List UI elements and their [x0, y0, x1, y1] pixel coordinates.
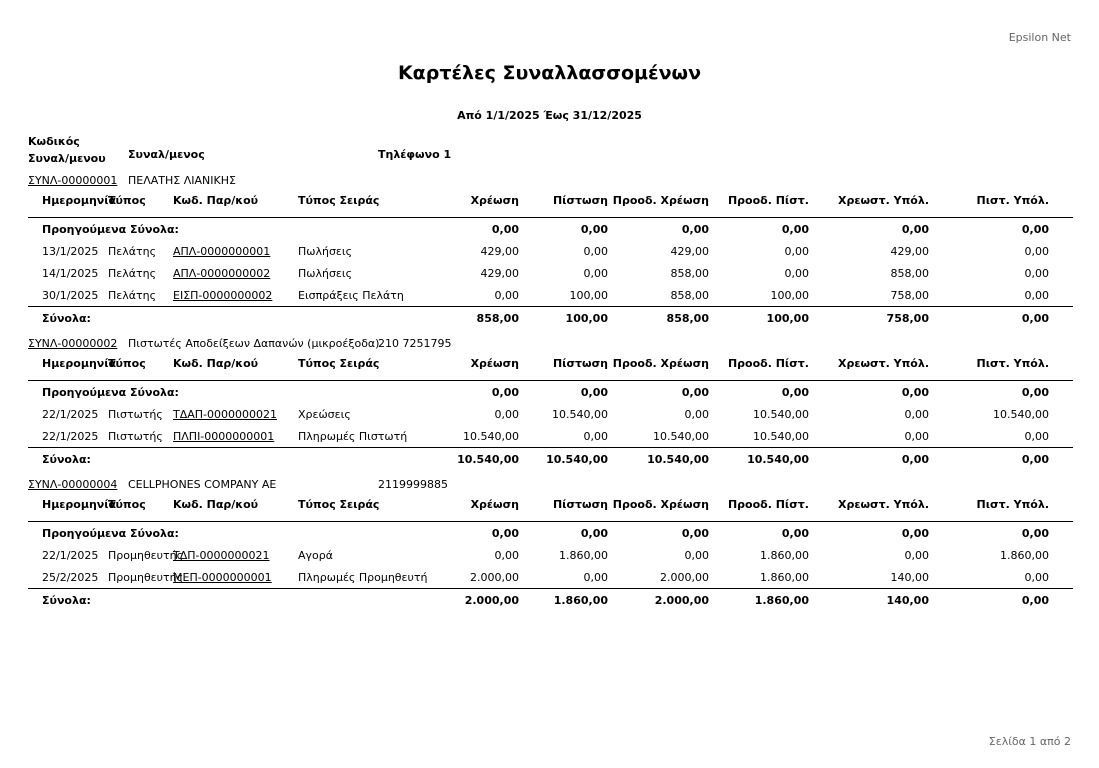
row-date: 25/2/2025: [42, 571, 99, 584]
previous-cum-credit: 0,00: [781, 223, 809, 236]
row-bal-debit: 0,00: [904, 549, 929, 562]
row-cum-debit: 0,00: [684, 408, 709, 421]
totals-row: [28, 306, 1073, 329]
counterparty-code-link[interactable]: ΣΥΝΛ-00000002: [28, 337, 118, 350]
row-series: Αγορά: [298, 549, 333, 562]
row-debit: 2.000,00: [470, 571, 519, 584]
col-type: Τύπος: [108, 194, 146, 207]
row-credit: 1.860,00: [559, 549, 608, 562]
totals-bal-debit: 140,00: [886, 594, 929, 607]
row-bal-debit: 429,00: [890, 245, 929, 258]
totals-row: [28, 447, 1073, 470]
col-cum-credit: Προοδ. Πίστ.: [727, 357, 809, 370]
totals-bal-debit: 0,00: [901, 453, 929, 466]
row-cum-credit: 10.540,00: [753, 408, 809, 421]
row-cum-debit: 10.540,00: [653, 430, 709, 443]
col-cum-credit: Προοδ. Πίστ.: [727, 194, 809, 207]
previous-cum-debit: 0,00: [681, 386, 709, 399]
row-bal-debit: 858,00: [890, 267, 929, 280]
header-phone: Τηλέφωνο 1: [378, 148, 452, 161]
col-date: Ημερομηνία: [42, 194, 117, 207]
row-bal-debit: 758,00: [890, 289, 929, 302]
table-row: [28, 566, 1073, 588]
row-cum-credit: 1.860,00: [760, 571, 809, 584]
previous-bal-debit: 0,00: [901, 527, 929, 540]
previous-cum-credit: 0,00: [781, 527, 809, 540]
totals-label: Σύνολα:: [42, 312, 91, 325]
totals-bal-credit: 0,00: [1021, 594, 1049, 607]
row-series: Πωλήσεις: [298, 245, 353, 258]
row-series: Πληρωμές Προμηθευτή: [298, 571, 428, 584]
counterparty-code-link[interactable]: ΣΥΝΛ-00000004: [28, 478, 118, 491]
row-type: Προμηθευτής: [108, 549, 184, 562]
row-date: 22/1/2025: [42, 430, 99, 443]
table-row: [28, 544, 1073, 566]
table-row: [28, 262, 1073, 284]
counterparty-phone: 210 7251795: [378, 337, 452, 350]
ledger-section: [28, 337, 1073, 470]
ledger-section: [28, 174, 1073, 329]
col-series: Τύπος Σειράς: [298, 194, 380, 207]
row-cum-credit: 0,00: [784, 267, 809, 280]
row-credit: 10.540,00: [552, 408, 608, 421]
col-cum-debit: Προοδ. Χρέωση: [612, 498, 709, 511]
col-bal-debit: Χρεωστ. Υπόλ.: [838, 194, 929, 207]
row-type: Προμηθευτής: [108, 571, 184, 584]
row-credit: 0,00: [583, 571, 608, 584]
previous-totals-label: Προηγούμενα Σύνολα:: [42, 386, 179, 399]
row-bal-credit: 0,00: [1024, 430, 1049, 443]
col-date: Ημερομηνία: [42, 357, 117, 370]
totals-credit: 10.540,00: [546, 453, 608, 466]
table-row: [28, 284, 1073, 306]
previous-cum-debit: 0,00: [681, 527, 709, 540]
report-title: Καρτέλες Συναλλασσομένων: [397, 62, 702, 84]
row-debit: 0,00: [494, 408, 519, 421]
row-document-link[interactable]: ΤΔΑΠ-0000000021: [173, 408, 277, 421]
ledger-section: [28, 478, 1073, 611]
row-type: Πελάτης: [108, 289, 157, 302]
row-cum-credit: 0,00: [784, 245, 809, 258]
col-credit: Πίστωση: [552, 357, 608, 370]
row-bal-debit: 140,00: [890, 571, 929, 584]
row-series: Εισπράξεις Πελάτη: [298, 289, 404, 302]
row-type: Πιστωτής: [108, 408, 163, 421]
row-cum-debit: 0,00: [684, 549, 709, 562]
row-debit: 0,00: [494, 289, 519, 302]
totals-debit: 2.000,00: [464, 594, 519, 607]
row-cum-debit: 429,00: [670, 245, 709, 258]
row-cum-debit: 858,00: [670, 289, 709, 302]
brand-label: Epsilon Net: [1008, 31, 1071, 44]
col-debit: Χρέωση: [470, 194, 519, 207]
row-type: Πελάτης: [108, 267, 157, 280]
page-counter: Σελίδα 1 από 2: [988, 735, 1071, 748]
row-document-link[interactable]: ΕΙΣΠ-0000000002: [173, 289, 273, 302]
col-credit: Πίστωση: [552, 498, 608, 511]
col-series: Τύπος Σειράς: [298, 498, 380, 511]
table-row: [28, 403, 1073, 425]
totals-cum-credit: 1.860,00: [754, 594, 809, 607]
previous-bal-debit: 0,00: [901, 386, 929, 399]
row-document-link[interactable]: ΑΠΛ-0000000002: [173, 267, 271, 280]
previous-credit: 0,00: [580, 386, 608, 399]
row-date: 14/1/2025: [42, 267, 99, 280]
row-bal-debit: 0,00: [904, 408, 929, 421]
row-bal-credit: 0,00: [1024, 267, 1049, 280]
col-cum-credit: Προοδ. Πίστ.: [727, 498, 809, 511]
col-bal-debit: Χρεωστ. Υπόλ.: [838, 498, 929, 511]
row-credit: 0,00: [583, 245, 608, 258]
col-bal-credit: Πιστ. Υπόλ.: [976, 194, 1049, 207]
counterparty-name: Πιστωτές Αποδείξεων Δαπανών (μικροέξοδα): [128, 337, 380, 350]
counterparty-name: ΠΕΛΑΤΗΣ ΛΙΑΝΙΚΗΣ: [128, 174, 236, 187]
report-date-range: Από 1/1/2025 Έως 31/12/2025: [457, 109, 642, 122]
column-header-row: [28, 498, 1073, 522]
section-header: [28, 174, 1073, 194]
totals-credit: 100,00: [565, 312, 608, 325]
col-series: Τύπος Σειράς: [298, 357, 380, 370]
previous-cum-credit: 0,00: [781, 386, 809, 399]
header-name: Συναλ/μενος: [128, 148, 205, 161]
row-type: Πελάτης: [108, 245, 157, 258]
previous-totals-label: Προηγούμενα Σύνολα:: [42, 223, 179, 236]
previous-debit: 0,00: [491, 223, 519, 236]
row-bal-credit: 0,00: [1024, 245, 1049, 258]
col-credit: Πίστωση: [552, 194, 608, 207]
totals-bal-debit: 758,00: [886, 312, 929, 325]
row-date: 22/1/2025: [42, 408, 99, 421]
counterparty-phone: 2119999885: [378, 478, 448, 491]
previous-totals-label: Προηγούμενα Σύνολα:: [42, 527, 179, 540]
row-cum-debit: 858,00: [670, 267, 709, 280]
row-debit: 0,00: [494, 549, 519, 562]
row-credit: 0,00: [583, 430, 608, 443]
row-cum-credit: 100,00: [770, 289, 809, 302]
col-cum-debit: Προοδ. Χρέωση: [612, 357, 709, 370]
totals-cum-debit: 10.540,00: [647, 453, 709, 466]
row-date: 30/1/2025: [42, 289, 99, 302]
section-header: [28, 478, 1073, 498]
row-debit: 429,00: [480, 245, 519, 258]
row-debit: 429,00: [480, 267, 519, 280]
totals-cum-debit: 858,00: [666, 312, 709, 325]
row-document-link[interactable]: ΤΔΠ-0000000021: [173, 549, 270, 562]
col-cum-debit: Προοδ. Χρέωση: [612, 194, 709, 207]
col-type: Τύπος: [108, 498, 146, 511]
row-credit: 0,00: [583, 267, 608, 280]
previous-bal-credit: 0,00: [1021, 223, 1049, 236]
column-header-row: [28, 194, 1073, 218]
totals-debit: 858,00: [476, 312, 519, 325]
col-debit: Χρέωση: [470, 498, 519, 511]
totals-credit: 1.860,00: [553, 594, 608, 607]
col-debit: Χρέωση: [470, 357, 519, 370]
row-series: Χρεώσεις: [298, 408, 351, 421]
totals-bal-credit: 0,00: [1021, 453, 1049, 466]
row-cum-debit: 2.000,00: [660, 571, 709, 584]
row-date: 22/1/2025: [42, 549, 99, 562]
row-cum-credit: 10.540,00: [753, 430, 809, 443]
table-row: [28, 240, 1073, 262]
row-credit: 100,00: [569, 289, 608, 302]
previous-totals-row: [28, 381, 1073, 403]
previous-debit: 0,00: [491, 386, 519, 399]
row-series: Πωλήσεις: [298, 267, 353, 280]
row-document-link[interactable]: ΑΠΛ-0000000001: [173, 245, 271, 258]
row-bal-credit: 10.540,00: [993, 408, 1049, 421]
row-type: Πιστωτής: [108, 430, 163, 443]
totals-label: Σύνολα:: [42, 453, 91, 466]
totals-cum-debit: 2.000,00: [654, 594, 709, 607]
totals-bal-credit: 0,00: [1021, 312, 1049, 325]
row-bal-credit: 0,00: [1024, 571, 1049, 584]
totals-cum-credit: 100,00: [766, 312, 809, 325]
row-bal-credit: 1.860,00: [1000, 549, 1049, 562]
totals-cum-credit: 10.540,00: [747, 453, 809, 466]
totals-debit: 10.540,00: [457, 453, 519, 466]
previous-totals-row: [28, 218, 1073, 240]
header-code-line2: Συναλ/μενου: [28, 152, 106, 165]
previous-credit: 0,00: [580, 527, 608, 540]
previous-credit: 0,00: [580, 223, 608, 236]
col-doc: Κωδ. Παρ/κού: [173, 498, 259, 511]
totals-label: Σύνολα:: [42, 594, 91, 607]
row-document-link[interactable]: ΠΛΠΙ-0000000001: [173, 430, 275, 443]
previous-bal-credit: 0,00: [1021, 527, 1049, 540]
table-row: [28, 425, 1073, 447]
col-doc: Κωδ. Παρ/κού: [173, 194, 259, 207]
row-date: 13/1/2025: [42, 245, 99, 258]
row-bal-debit: 0,00: [904, 430, 929, 443]
previous-bal-debit: 0,00: [901, 223, 929, 236]
row-cum-credit: 1.860,00: [760, 549, 809, 562]
col-date: Ημερομηνία: [42, 498, 117, 511]
header-code-line1: Κωδικός: [28, 135, 80, 148]
counterparty-name: CELLPHONES COMPANY AE: [128, 478, 277, 491]
previous-bal-credit: 0,00: [1021, 386, 1049, 399]
row-debit: 10.540,00: [463, 430, 519, 443]
previous-cum-debit: 0,00: [681, 223, 709, 236]
previous-totals-row: [28, 522, 1073, 544]
section-header: [28, 337, 1073, 357]
row-document-link[interactable]: ΜΕΠ-0000000001: [173, 571, 272, 584]
row-bal-credit: 0,00: [1024, 289, 1049, 302]
totals-row: [28, 588, 1073, 611]
col-bal-debit: Χρεωστ. Υπόλ.: [838, 357, 929, 370]
previous-debit: 0,00: [491, 527, 519, 540]
col-type: Τύπος: [108, 357, 146, 370]
col-bal-credit: Πιστ. Υπόλ.: [976, 357, 1049, 370]
counterparty-code-link[interactable]: ΣΥΝΛ-00000001: [28, 174, 118, 187]
column-header-row: [28, 357, 1073, 381]
col-doc: Κωδ. Παρ/κού: [173, 357, 259, 370]
col-bal-credit: Πιστ. Υπόλ.: [976, 498, 1049, 511]
row-series: Πληρωμές Πιστωτή: [298, 430, 408, 443]
